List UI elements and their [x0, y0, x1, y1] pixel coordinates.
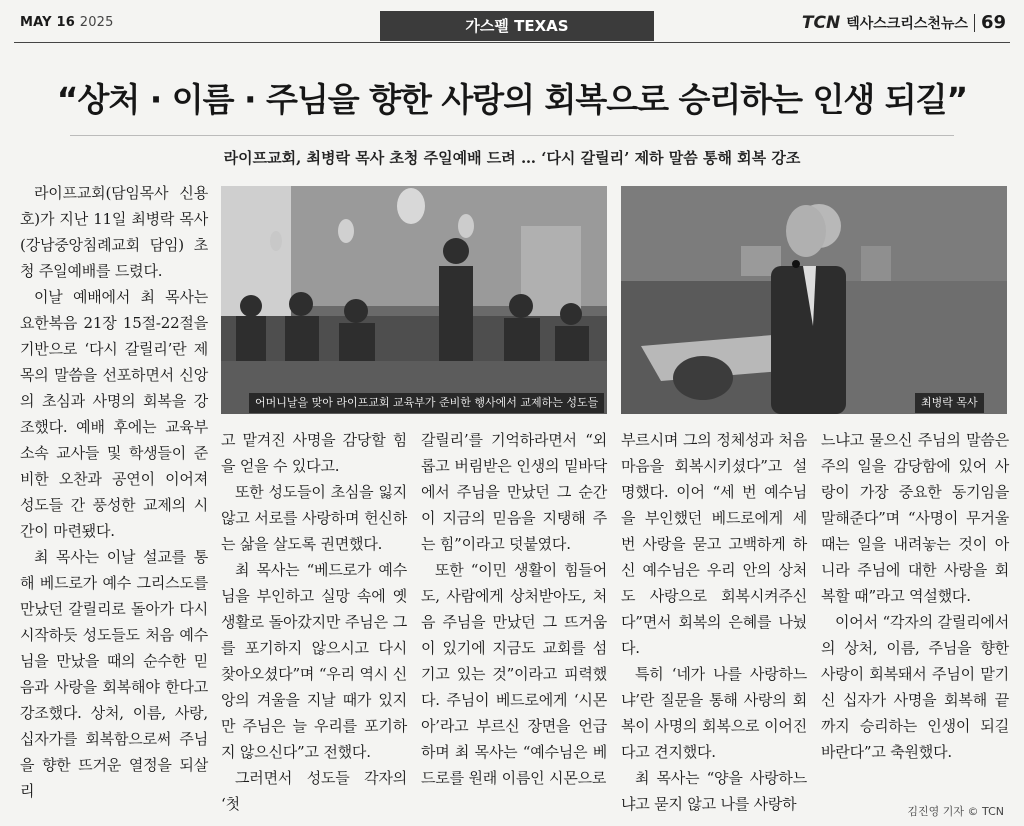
divider — [974, 14, 975, 32]
fellowship-photo — [221, 186, 607, 414]
section-banner: 가스펠 TEXAS — [380, 11, 654, 41]
article-column-3: 갈릴리’를 기억하라면서 “외롭고 버림받은 인생의 밑바닥에서 주님을 만났던 그 순간이 지금의 믿음을 지탱해 주는 힘”이라고 덧붙였다. 또한 “이민 생활이 힘들어도, 사람에게 상처받아도, 처음 주님을 만났던 그 뜨거움이 있기에 지금도 교회를 섬기고 있는 것”이라고 피력했다. 주님이 베드로에게 ‘시몬아’라고 부르신 장면을 언급하며 최 목사는 “예수님은 베드로를 원래 이름인 시몬으로 — [421, 431, 607, 787]
headline-divider — [70, 135, 954, 136]
article-column-1: 라이프교회(담임목사 신용호)가 지난 11일 최병락 목사(강남중앙침례교회 담임) 초청 주일예배를 드렸다. 이날 예배에서 최 목사는 요한복음 21장 15절-22절을 기반으로 ‘다시 갈릴리’란 제목의 말씀을 선포하면서 신앙의 초심과 사명의 회복을 강조했다. 예배 후에는 교육부 소속 교사들 및 학생들이 준비한 오찬과 공연이 이어져 성도들 간 풍성한 교제의 시간이 마련됐다. 최 목사는 이날 설교를 통해 베드로가 예수 그리스도를 만났던 갈릴리로 돌아가 다시 시작하듯 성도들도 처음 예수님을 만났을 때의 순수한 믿음과 사랑을 회복해야 한다고 강조했다. 상처, 이름, 사랑, 십자가를 회복함으로써 주님을 향한 뜨거운 열정을 되살리 — [20, 184, 208, 800]
byline: 김진영 기자 © TCN — [907, 805, 1004, 818]
pastor-photo — [621, 186, 1007, 414]
issue-date: MAY 16 2025 — [20, 15, 114, 30]
publication-name: 텍사스크리스천뉴스 — [846, 15, 968, 32]
article-column-4: 부르시며 그의 정체성과 처음 마음을 회복시키셨다”고 설명했다. 이어 “세 번 예수님을 부인했던 베드로에게 세 번 사랑을 묻고 고백하게 하신 예수님은 우리 안의 상처도 사랑으로 회복시켜주신다”면서 회복의 은혜를 나눴다. 특히 ‘네가 나를 사랑하느냐’란 질문을 통해 사랑의 회복이 사명의 회복으로 이어진다고 견지했다. 최 목사는 “양을 사랑하느냐고 묻지 않고 나를 사랑하 — [621, 431, 807, 813]
page-number: 69 — [980, 12, 1006, 33]
brand — [802, 12, 1006, 33]
header-rule — [14, 42, 1010, 43]
article-column-2: 고 맡겨진 사명을 감당할 힘을 얻을 수 있다고. 또한 성도들이 초심을 잃지 않고 서로를 사랑하며 헌신하는 삶을 살도록 권면했다. 최 목사는 “베드로가 예수님을 부인하고 실망 속에 옛 생활로 돌아갔지만 주님은 그를 포기하지 않으시고 다시 찾아오셨다”며 “우리 역시 신앙의 겨울을 지날 때가 있지만 주님은 늘 우리를 포기하지 않으신다”고 전했다. 그러면서 성도들 각자의 ‘첫 — [221, 431, 407, 813]
page-header — [0, 0, 1024, 40]
photo-caption-left: 어머니날을 맞아 라이프교회 교육부가 준비한 행사에서 교제하는 성도들 — [249, 393, 604, 413]
subheadline: 라이프교회, 최병락 목사 초청 주일예배 드려 … ‘다시 갈릴리’ 제하 말씀 통해 회복 강조 — [223, 149, 801, 167]
article-column-5: 느냐고 물으신 주님의 말씀은 주의 일을 감당함에 있어 사랑이 가장 중요한 동기임을 말해준다”며 “사명이 무거울 때는 일을 내려놓는 것이 아니라 주님에 대한 사랑을 회복할 때”라고 역설했다. 이어서 “각자의 갈릴리에서의 상처, 이름, 주님을 향한 사랑이 회복돼서 주님이 맡기신 십자가 사명을 회복해 끝까지 승리하는 인생이 되길 바란다”고 축원했다. — [821, 431, 1009, 761]
tcn-logo: TCN — [801, 12, 841, 33]
headline: “상처 · 이름 · 주님을 향한 사랑의 회복으로 승리하는 인생 되길” — [56, 80, 968, 119]
photo-caption-right: 최병락 목사 — [915, 393, 984, 413]
